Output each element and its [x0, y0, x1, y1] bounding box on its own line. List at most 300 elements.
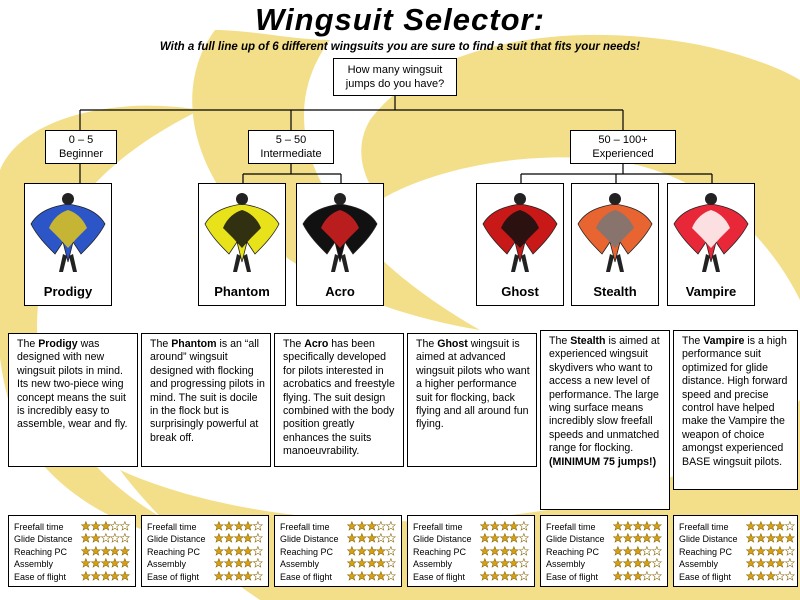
star-filled-icon — [234, 546, 244, 556]
star-empty-icon — [253, 558, 263, 568]
rating-label: Ease of flight — [280, 571, 333, 582]
desc-text: is aimed at experienced wingsuit skydivers who want to access a new level of performance. The large wing surface means incredibly slow freefall speeds and unmatched range for flocking. — [549, 335, 660, 455]
star-empty-icon — [376, 533, 386, 543]
star-filled-icon — [613, 546, 623, 556]
star-filled-icon — [775, 521, 785, 531]
star-filled-icon — [234, 533, 244, 543]
suit-name: Phantom — [214, 284, 270, 299]
star-rating — [214, 533, 263, 545]
rating-label: Reaching PC — [546, 546, 600, 557]
description-ghost — [407, 333, 537, 467]
suit-card-stealth — [571, 183, 659, 306]
star-filled-icon — [120, 558, 130, 568]
star-filled-icon — [766, 571, 776, 581]
star-filled-icon — [746, 521, 756, 531]
category-range: 5 – 50 — [275, 134, 307, 146]
star-empty-icon — [519, 546, 529, 556]
star-filled-icon — [766, 558, 776, 568]
star-filled-icon — [633, 521, 643, 531]
star-filled-icon — [81, 533, 91, 543]
boot-icon — [233, 254, 241, 272]
star-filled-icon — [110, 546, 120, 556]
rating-label: Reaching PC — [14, 546, 68, 557]
star-empty-icon — [785, 521, 795, 531]
star-empty-icon — [386, 546, 396, 556]
star-filled-icon — [623, 558, 633, 568]
star-empty-icon — [519, 533, 529, 543]
star-empty-icon — [785, 546, 795, 556]
boot-icon — [243, 254, 251, 272]
rating-row — [147, 546, 266, 558]
star-rating — [81, 558, 130, 570]
ratings-phantom — [141, 515, 269, 587]
star-filled-icon — [642, 558, 652, 568]
star-rating — [480, 521, 529, 533]
rating-label: Ease of flight — [679, 571, 732, 582]
rating-row — [546, 546, 665, 558]
star-filled-icon — [756, 546, 766, 556]
star-filled-icon — [509, 546, 519, 556]
star-empty-icon — [253, 546, 263, 556]
star-filled-icon — [500, 521, 510, 531]
star-rating — [214, 558, 263, 570]
star-filled-icon — [81, 521, 91, 531]
star-filled-icon — [110, 558, 120, 568]
star-filled-icon — [766, 533, 776, 543]
category-label: Experienced — [592, 148, 654, 160]
suit-name: Ghost — [501, 284, 539, 299]
suit-figure — [477, 184, 563, 280]
star-rating — [214, 546, 263, 558]
rating-row — [14, 558, 133, 570]
desc-suit-name: Ghost — [437, 338, 468, 350]
star-filled-icon — [613, 571, 623, 581]
suit-figure — [572, 184, 658, 280]
star-rating — [746, 546, 795, 558]
star-filled-icon — [623, 571, 633, 581]
star-filled-icon — [243, 558, 253, 568]
category-intermediate — [248, 130, 334, 164]
suit-card-prodigy — [24, 183, 112, 306]
star-empty-icon — [785, 571, 795, 581]
star-filled-icon — [480, 521, 490, 531]
star-filled-icon — [623, 521, 633, 531]
star-rating — [746, 571, 795, 583]
helmet-icon — [334, 193, 346, 205]
star-empty-icon — [120, 521, 130, 531]
desc-text: The — [416, 338, 438, 350]
rating-label: Reaching PC — [413, 546, 467, 557]
category-experienced — [570, 130, 676, 164]
suit-figure — [668, 184, 754, 280]
star-filled-icon — [91, 533, 101, 543]
star-filled-icon — [243, 546, 253, 556]
star-empty-icon — [253, 521, 263, 531]
rating-label: Freefall time — [280, 522, 330, 532]
rating-row — [413, 546, 532, 558]
rating-row — [546, 533, 665, 545]
ratings-acro — [274, 515, 402, 587]
rating-label: Glide Distance — [546, 534, 605, 545]
rating-row — [679, 521, 795, 533]
star-empty-icon — [519, 571, 529, 581]
rating-label: Assembly — [147, 559, 187, 570]
star-filled-icon — [101, 546, 111, 556]
category-beginner — [45, 130, 117, 164]
star-empty-icon — [652, 558, 662, 568]
rating-label: Glide Distance — [147, 534, 206, 545]
star-filled-icon — [214, 546, 224, 556]
star-rating — [81, 533, 130, 545]
desc-text: The — [150, 338, 172, 350]
star-filled-icon — [613, 521, 623, 531]
star-filled-icon — [91, 521, 101, 531]
star-filled-icon — [500, 571, 510, 581]
description-phantom — [141, 333, 271, 467]
rating-label: Glide Distance — [413, 534, 472, 545]
rating-label: Reaching PC — [280, 546, 334, 557]
star-filled-icon — [243, 521, 253, 531]
desc-text: is an “all around” wingsuit designed with flocking and progressing pilots in mind. The suit is docile in the flock but is surprisingly powerful at break off. — [150, 338, 265, 444]
desc-suit-name: Phantom — [171, 338, 217, 350]
helmet-icon — [514, 193, 526, 205]
star-filled-icon — [357, 521, 367, 531]
star-filled-icon — [214, 533, 224, 543]
rating-row — [280, 571, 399, 583]
rating-row — [413, 571, 532, 583]
star-rating — [480, 571, 529, 583]
star-filled-icon — [480, 571, 490, 581]
rating-row — [679, 546, 795, 558]
star-empty-icon — [519, 558, 529, 568]
category-range: 50 – 100+ — [598, 134, 648, 146]
desc-suit-name: Stealth — [570, 335, 606, 347]
category-range: 0 – 5 — [68, 134, 94, 146]
star-filled-icon — [81, 546, 91, 556]
star-filled-icon — [509, 533, 519, 543]
rating-row — [147, 558, 266, 570]
star-filled-icon — [214, 521, 224, 531]
rating-row — [147, 533, 266, 545]
suit-name: Vampire — [685, 284, 737, 299]
star-filled-icon — [357, 533, 367, 543]
star-filled-icon — [756, 558, 766, 568]
star-filled-icon — [347, 571, 357, 581]
star-filled-icon — [613, 533, 623, 543]
desc-suit-name: Vampire — [703, 335, 745, 347]
star-empty-icon — [386, 558, 396, 568]
star-filled-icon — [775, 558, 785, 568]
star-empty-icon — [110, 533, 120, 543]
rating-row — [546, 521, 665, 533]
desc-text: The — [682, 335, 704, 347]
page-subtitle: With a full line up of 6 different wingsuits you are sure to find a suit that fits your needs! — [159, 41, 641, 53]
rating-row — [546, 571, 665, 583]
boot-icon — [712, 254, 720, 272]
ratings-vampire — [673, 515, 798, 587]
rating-row — [14, 546, 133, 558]
desc-text: wingsuit is aimed at advanced wingsuit pilots who want a higher performance suit for flocking, back flying and all around fun flying. — [416, 338, 530, 431]
star-empty-icon — [652, 571, 662, 581]
boot-icon — [616, 254, 624, 272]
rating-label: Reaching PC — [679, 546, 733, 557]
rating-row — [147, 571, 266, 583]
boot-icon — [702, 254, 710, 272]
description-stealth — [540, 330, 670, 510]
helmet-icon — [62, 193, 74, 205]
star-filled-icon — [490, 571, 500, 581]
rating-row — [413, 533, 532, 545]
star-filled-icon — [756, 533, 766, 543]
star-empty-icon — [386, 521, 396, 531]
helmet-icon — [236, 193, 248, 205]
suit-figure — [297, 184, 383, 280]
star-empty-icon — [642, 546, 652, 556]
desc-text: has been specifically developed for pilots interested in acrobatics and freestyle flying. The suit design combined with the body position greatly enhances the suits manoeuvrability. — [283, 338, 395, 458]
star-rating — [746, 521, 795, 533]
suit-figure — [25, 184, 111, 280]
star-filled-icon — [480, 533, 490, 543]
star-filled-icon — [746, 546, 756, 556]
star-empty-icon — [386, 571, 396, 581]
star-rating — [347, 521, 396, 533]
star-filled-icon — [367, 546, 377, 556]
question-box: How many wingsuit jumps do you have? — [333, 58, 457, 96]
star-filled-icon — [110, 571, 120, 581]
boot-icon — [521, 254, 529, 272]
ratings-stealth — [540, 515, 668, 587]
description-prodigy — [8, 333, 138, 467]
star-filled-icon — [490, 558, 500, 568]
star-filled-icon — [775, 546, 785, 556]
rating-row — [14, 571, 133, 583]
star-filled-icon — [234, 571, 244, 581]
suit-name: Acro — [325, 284, 355, 299]
rating-row — [679, 533, 795, 545]
boot-icon — [69, 254, 77, 272]
description-acro — [274, 333, 404, 467]
rating-label: Ease of flight — [413, 571, 466, 582]
ratings-ghost — [407, 515, 535, 587]
suit-card-acro — [296, 183, 384, 306]
star-rating — [214, 571, 263, 583]
star-rating — [347, 571, 396, 583]
star-filled-icon — [120, 571, 130, 581]
star-filled-icon — [357, 571, 367, 581]
rating-label: Glide Distance — [280, 534, 339, 545]
category-label: Beginner — [58, 148, 104, 160]
star-filled-icon — [500, 546, 510, 556]
star-rating — [480, 546, 529, 558]
rating-label: Freefall time — [413, 522, 463, 532]
boot-icon — [341, 254, 349, 272]
star-rating — [746, 558, 795, 570]
star-filled-icon — [613, 558, 623, 568]
star-filled-icon — [500, 558, 510, 568]
rating-label: Ease of flight — [546, 571, 599, 582]
star-filled-icon — [490, 533, 500, 543]
category-label: Intermediate — [260, 148, 322, 160]
star-filled-icon — [214, 558, 224, 568]
star-rating — [347, 533, 396, 545]
boot-icon — [606, 254, 614, 272]
star-empty-icon — [386, 533, 396, 543]
star-filled-icon — [376, 571, 386, 581]
star-filled-icon — [101, 558, 111, 568]
star-filled-icon — [746, 533, 756, 543]
rating-label: Freefall time — [679, 522, 729, 532]
rating-label: Freefall time — [14, 522, 64, 532]
suit-name: Stealth — [593, 284, 637, 299]
star-rating — [347, 546, 396, 558]
star-empty-icon — [652, 546, 662, 556]
desc-suit-name: Acro — [304, 338, 329, 350]
star-filled-icon — [101, 571, 111, 581]
star-filled-icon — [775, 533, 785, 543]
star-filled-icon — [633, 546, 643, 556]
rating-row — [14, 521, 133, 533]
star-filled-icon — [652, 521, 662, 531]
rating-label: Assembly — [280, 559, 320, 570]
star-filled-icon — [357, 546, 367, 556]
star-filled-icon — [490, 546, 500, 556]
star-filled-icon — [480, 546, 490, 556]
star-rating — [81, 571, 130, 583]
suit-card-phantom — [198, 183, 286, 306]
rating-row — [679, 571, 795, 583]
rating-label: Ease of flight — [14, 571, 67, 582]
star-filled-icon — [509, 521, 519, 531]
rating-label: Glide Distance — [14, 534, 73, 545]
ratings-prodigy — [8, 515, 136, 587]
rating-row — [280, 533, 399, 545]
rating-label: Glide Distance — [679, 534, 738, 545]
rating-row — [413, 521, 532, 533]
boot-icon — [511, 254, 519, 272]
star-rating — [613, 558, 662, 570]
rating-row — [147, 521, 266, 533]
suit-name: Prodigy — [43, 284, 93, 299]
suit-figure — [199, 184, 285, 280]
star-filled-icon — [746, 571, 756, 581]
star-filled-icon — [347, 546, 357, 556]
star-rating — [613, 521, 662, 533]
star-filled-icon — [234, 558, 244, 568]
star-rating — [347, 558, 396, 570]
star-empty-icon — [253, 571, 263, 581]
star-empty-icon — [376, 521, 386, 531]
star-filled-icon — [367, 533, 377, 543]
star-filled-icon — [500, 533, 510, 543]
star-rating — [214, 521, 263, 533]
star-filled-icon — [357, 558, 367, 568]
suit-card-vampire — [667, 183, 755, 306]
star-filled-icon — [224, 521, 234, 531]
desc-note: (MINIMUM 75 jumps!) — [549, 455, 657, 468]
rating-label: Ease of flight — [147, 571, 200, 582]
star-empty-icon — [101, 533, 111, 543]
star-filled-icon — [785, 533, 795, 543]
star-filled-icon — [224, 533, 234, 543]
rating-label: Freefall time — [147, 522, 197, 532]
rating-label: Reaching PC — [147, 546, 201, 557]
star-filled-icon — [120, 546, 130, 556]
star-filled-icon — [642, 521, 652, 531]
star-filled-icon — [623, 533, 633, 543]
star-rating — [613, 571, 662, 583]
desc-text: was designed with new wingsuit pilots in mind. Its new two-piece wing concept means the suit is incredibly easy to assemble, wear and fly. — [17, 338, 128, 431]
star-filled-icon — [509, 558, 519, 568]
star-filled-icon — [367, 558, 377, 568]
desc-suit-name: Prodigy — [38, 338, 78, 350]
rating-row — [413, 558, 532, 570]
rating-label: Assembly — [679, 559, 719, 570]
desc-text: The — [283, 338, 305, 350]
star-filled-icon — [633, 533, 643, 543]
star-filled-icon — [633, 558, 643, 568]
star-rating — [81, 521, 130, 533]
star-filled-icon — [91, 546, 101, 556]
rating-row — [280, 546, 399, 558]
star-filled-icon — [642, 533, 652, 543]
star-empty-icon — [110, 521, 120, 531]
star-rating — [480, 558, 529, 570]
helmet-icon — [609, 193, 621, 205]
desc-text: is a high performance suit optimized for glide distance. High forward speed and precise control have helped make the Vampire the weapon of choice amongst experienced BASE wingsuit pilots. — [682, 335, 788, 468]
rating-label: Freefall time — [546, 522, 596, 532]
star-filled-icon — [367, 521, 377, 531]
star-empty-icon — [253, 533, 263, 543]
rating-label: Assembly — [14, 559, 54, 570]
star-filled-icon — [214, 571, 224, 581]
star-filled-icon — [243, 571, 253, 581]
star-filled-icon — [766, 521, 776, 531]
star-filled-icon — [480, 558, 490, 568]
star-filled-icon — [91, 558, 101, 568]
rating-row — [14, 533, 133, 545]
star-filled-icon — [376, 546, 386, 556]
star-filled-icon — [91, 571, 101, 581]
star-filled-icon — [633, 571, 643, 581]
star-filled-icon — [756, 521, 766, 531]
star-filled-icon — [509, 571, 519, 581]
star-filled-icon — [347, 533, 357, 543]
star-filled-icon — [490, 521, 500, 531]
star-rating — [613, 533, 662, 545]
rating-label: Assembly — [413, 559, 453, 570]
star-empty-icon — [120, 533, 130, 543]
star-filled-icon — [234, 521, 244, 531]
suit-card-ghost — [476, 183, 564, 306]
boot-icon — [59, 254, 67, 272]
rating-row — [546, 558, 665, 570]
star-filled-icon — [652, 533, 662, 543]
desc-text: The — [549, 335, 571, 347]
rating-label: Assembly — [546, 559, 586, 570]
star-empty-icon — [775, 571, 785, 581]
page-title: Wingsuit Selector: — [255, 2, 545, 37]
star-filled-icon — [623, 546, 633, 556]
star-empty-icon — [519, 521, 529, 531]
star-filled-icon — [746, 558, 756, 568]
star-empty-icon — [785, 558, 795, 568]
rating-row — [280, 558, 399, 570]
star-filled-icon — [367, 571, 377, 581]
star-rating — [81, 546, 130, 558]
star-filled-icon — [81, 558, 91, 568]
star-rating — [480, 533, 529, 545]
star-filled-icon — [224, 546, 234, 556]
